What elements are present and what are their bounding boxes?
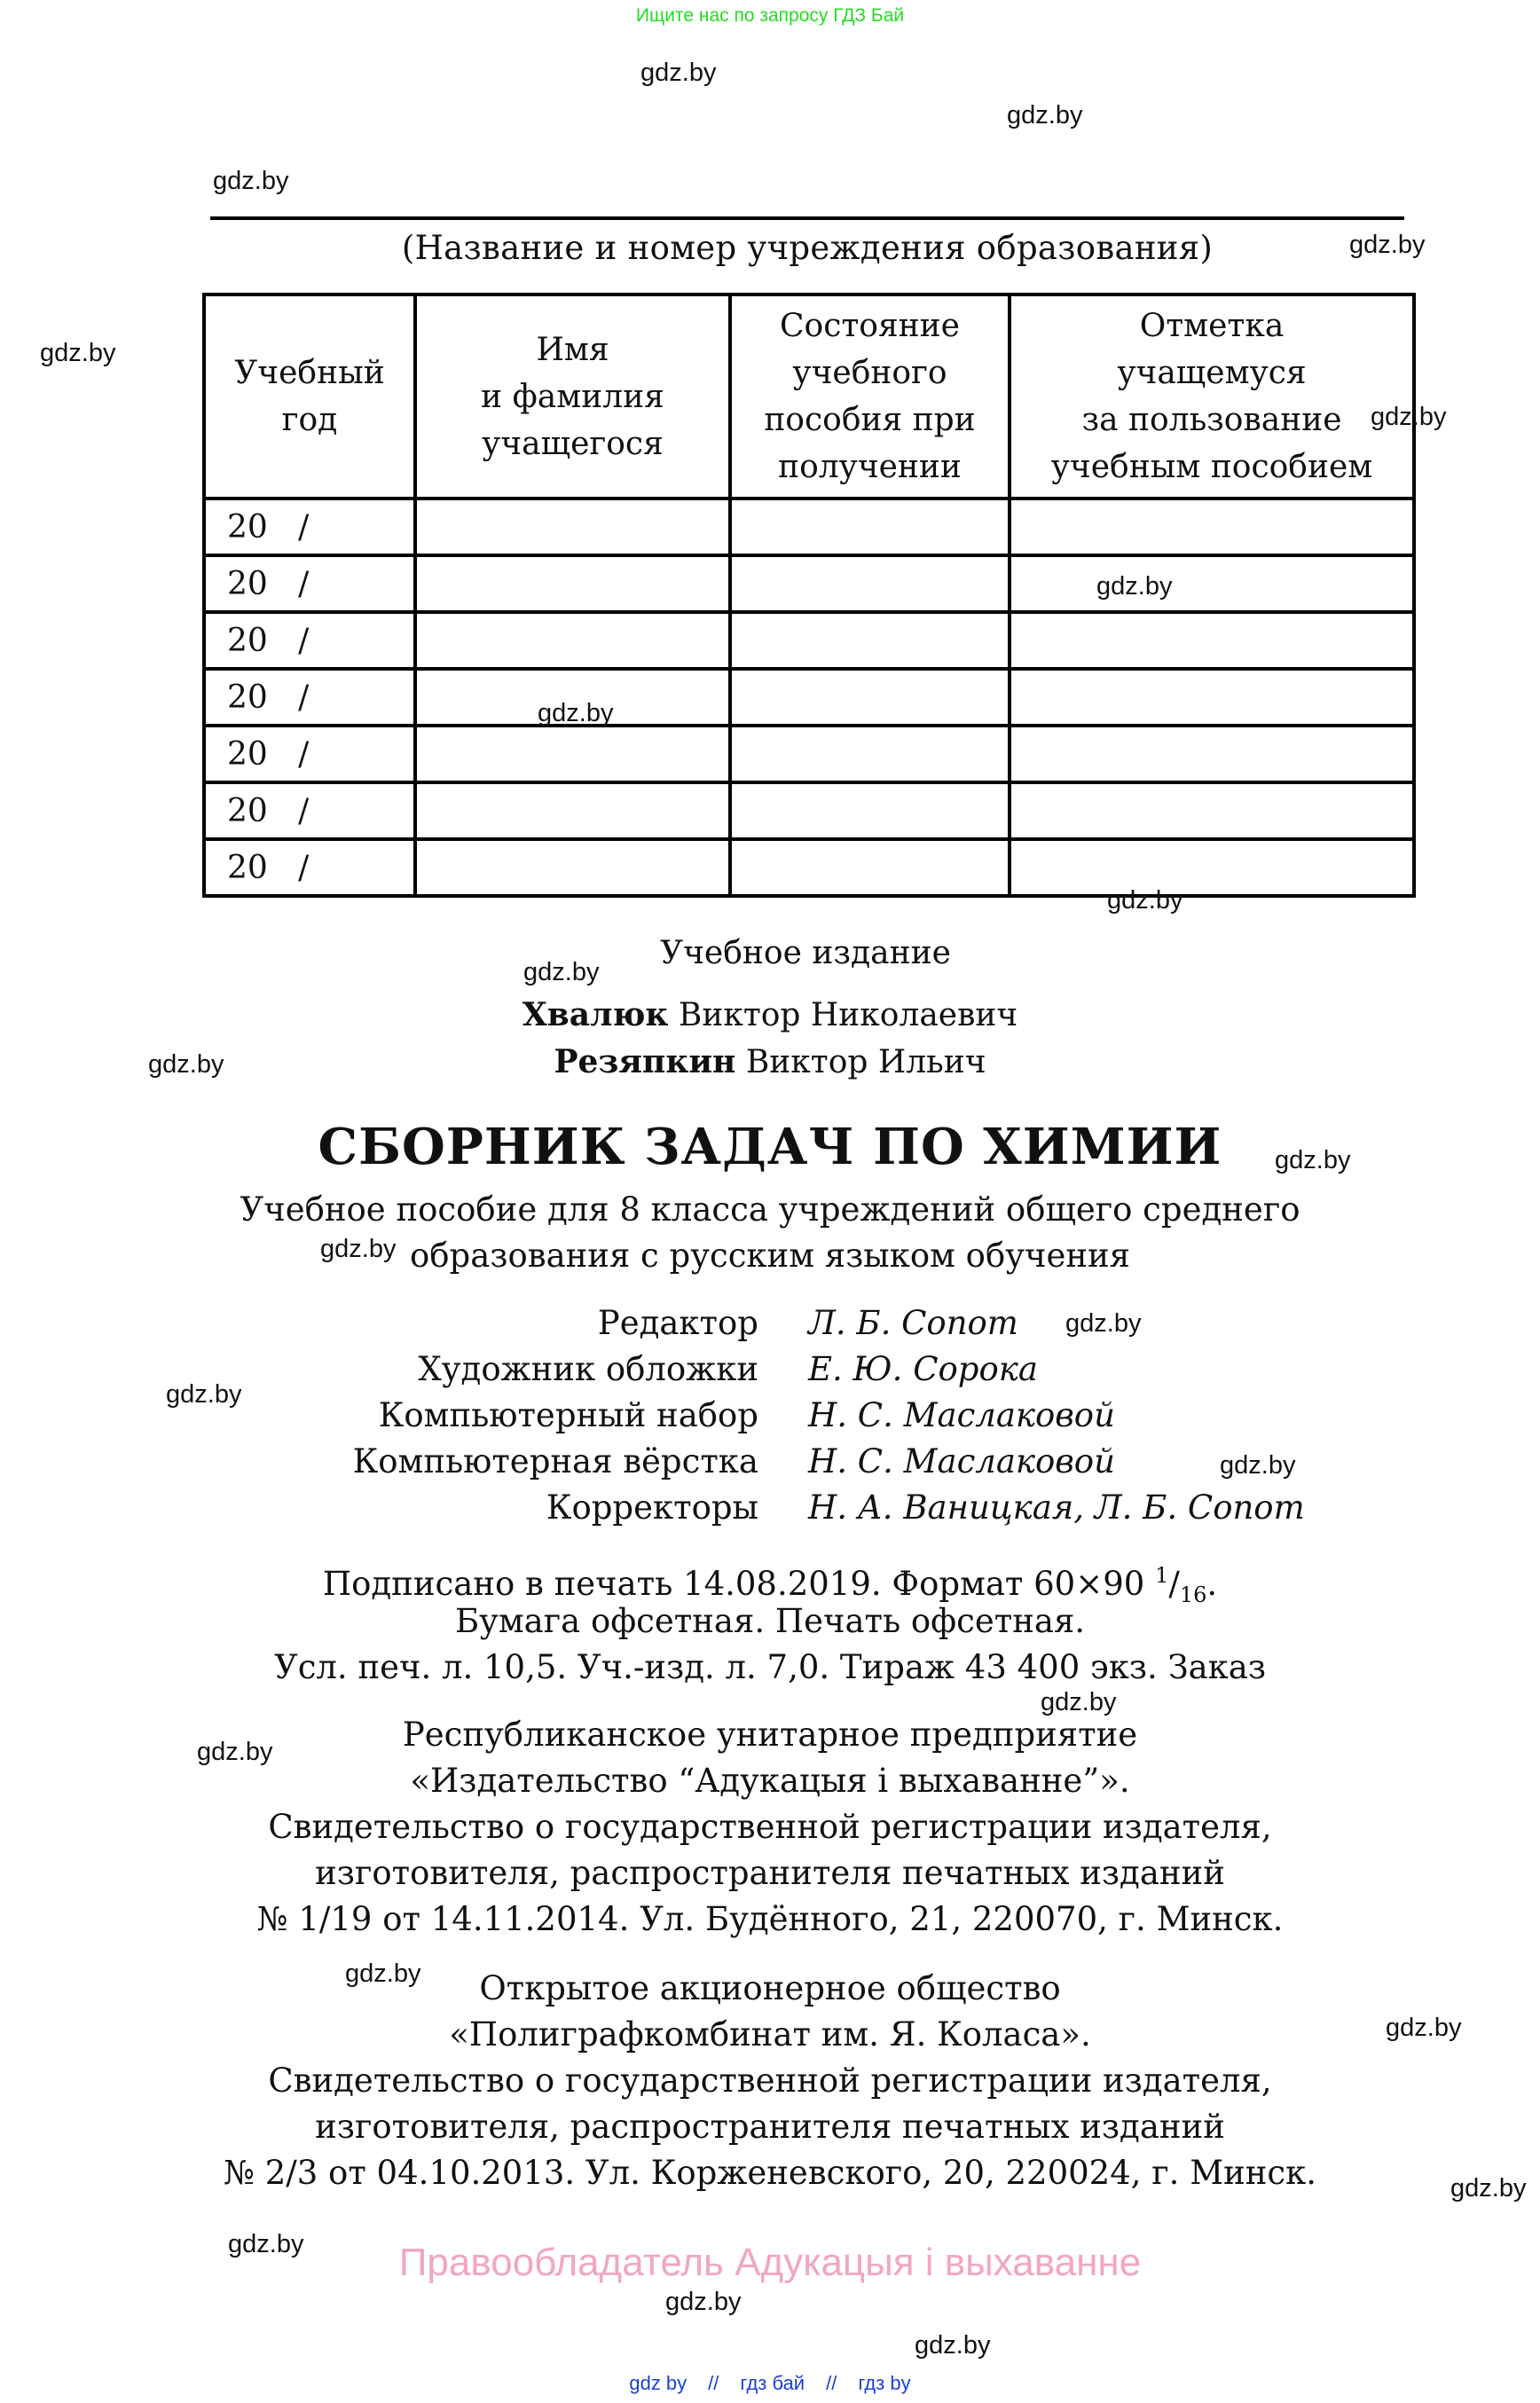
- student-name-cell: [415, 555, 730, 612]
- student-name-cell: [415, 726, 730, 782]
- watermark: gdz.by: [523, 958, 600, 986]
- table-row: [204, 669, 1414, 726]
- textbook-usage-table: [202, 293, 1416, 898]
- table-row: [204, 782, 1414, 839]
- table-row: [204, 612, 1414, 669]
- mark-cell: [1010, 782, 1414, 839]
- printer-line-4: изготовителя, распространителя печатных изданий: [315, 2108, 1225, 2146]
- watermark: gdz.by: [538, 699, 614, 727]
- printer-line-5: № 2/3 от 04.10.2013. Ул. Корженевского, 20, 220024, г. Минск.: [223, 2154, 1317, 2192]
- school-year-cell: 20 /: [204, 499, 415, 555]
- author-2: [0, 1043, 1540, 1080]
- watermark: gdz.by: [166, 1380, 242, 1409]
- watermark: gdz.by: [640, 59, 717, 87]
- publisher-line-1: Республиканское унитарное предприятие: [402, 1716, 1138, 1754]
- author-1: [0, 996, 1540, 1033]
- watermark: gdz.by: [915, 2331, 991, 2360]
- paper-info: Бумага офсетная. Печать офсетная.: [454, 1602, 1086, 1640]
- publisher-line-3: Свидетельство о государственной регистрации издателя,: [268, 1808, 1272, 1846]
- subtitle-line-2: образования с русским языком обучения: [409, 1237, 1131, 1275]
- watermark: gdz.by: [228, 2230, 304, 2258]
- publisher-line-2: «Издательство “Адукацыя і выхаванне”».: [410, 1762, 1130, 1800]
- signed-for-print: Подписано в печать 14.08.2019. Формат 60×90 $^1/_{16}$.: [322, 1563, 1218, 1607]
- table-row: [204, 555, 1414, 612]
- school-year-cell: 20 /: [204, 726, 415, 782]
- header-school-year: Учебный год: [204, 294, 415, 499]
- watermark: gdz.by: [320, 1235, 397, 1263]
- watermark: gdz.by: [1220, 1451, 1296, 1480]
- publisher-line-5: № 1/19 от 14.11.2014. Ул. Будённого, 21, 220070, г. Минск.: [256, 1900, 1284, 1938]
- watermark: gdz.by: [665, 2288, 742, 2316]
- institution-name-line: [210, 216, 1404, 220]
- student-name-cell: [415, 839, 730, 896]
- mark-cell: [1010, 499, 1414, 555]
- watermark: gdz.by: [197, 1738, 273, 1766]
- mark-cell: [1010, 612, 1414, 669]
- publisher-line-4: изготовителя, распространителя печатных изданий: [315, 1854, 1225, 1892]
- condition-cell: [730, 612, 1010, 669]
- institution-caption: (Название и номер учреждения образования): [401, 229, 1214, 267]
- watermark: gdz.by: [213, 167, 289, 195]
- school-year-cell: 20 /: [204, 782, 415, 839]
- footer-separator: //: [708, 2372, 719, 2394]
- author-2-given: Виктор Ильич: [735, 1044, 986, 1080]
- watermark: gdz.by: [1096, 572, 1173, 601]
- author-1-surname: Хвалюк: [522, 996, 669, 1033]
- watermark: gdz.by: [1065, 1309, 1142, 1338]
- table-row: [204, 726, 1414, 782]
- table-row: [204, 839, 1414, 896]
- student-name-cell: [415, 782, 730, 839]
- footer-separator: //: [826, 2372, 837, 2394]
- watermark: gdz.by: [1450, 2174, 1527, 2203]
- author-1-given: Виктор Николаевич: [668, 997, 1018, 1033]
- edition-type: Учебное издание: [660, 935, 951, 971]
- header-usage-mark: Отметка учащемуся за пользование учебным пособием: [1010, 294, 1414, 499]
- author-2-surname: Резяпкин: [554, 1043, 736, 1080]
- mark-cell: [1010, 726, 1414, 782]
- header-condition-on-receipt: Состояние учебного пособия при получении: [730, 294, 1010, 499]
- student-name-cell: [415, 499, 730, 555]
- watermark: gdz.by: [1107, 886, 1183, 915]
- credit-cover-artist: Художник обложки Е. Ю. Сорока: [418, 1350, 1038, 1388]
- watermark: gdz.by: [345, 1959, 421, 1988]
- mark-cell: [1010, 669, 1414, 726]
- printer-line-1: Открытое акционерное общество: [479, 1969, 1061, 2007]
- watermark: gdz.by: [1386, 2014, 1462, 2042]
- watermark: gdz.by: [40, 339, 116, 367]
- footer-link-gdz-by-cyr[interactable]: гдз by: [858, 2372, 911, 2394]
- footer-link-gdz-bai[interactable]: гдз бай: [740, 2372, 805, 2394]
- watermark: gdz.by: [1275, 1146, 1351, 1174]
- student-name-cell: [415, 612, 730, 669]
- school-year-cell: 20 /: [204, 612, 415, 669]
- printer-line-2: «Полиграфкомбинат им. Я. Коласа».: [449, 2015, 1091, 2054]
- table-header-row: [204, 294, 1414, 499]
- mark-cell: [1010, 555, 1414, 612]
- credits-list: [266, 1300, 1419, 1531]
- condition-cell: [730, 669, 1010, 726]
- credit-proofreaders: Корректоры Н. А. Ваницкая, Л. Б. Сопот: [546, 1488, 1305, 1527]
- school-year-cell: 20 /: [204, 839, 415, 896]
- credit-typesetting: Компьютерный набор Н. С. Маслаковой: [378, 1396, 1115, 1434]
- footer-links: [0, 2372, 1540, 2395]
- volume-info: Усл. печ. л. 10,5. Уч.-изд. л. 7,0. Тираж 43 400 экз. Заказ: [273, 1648, 1267, 1686]
- condition-cell: [730, 499, 1010, 555]
- watermark: gdz.by: [1007, 101, 1083, 130]
- credit-layout: Компьютерная вёрстка Н. С. Маслаковой: [352, 1442, 1115, 1480]
- subtitle-line-1: Учебное пособие для 8 класса учреждений общего среднего: [240, 1190, 1300, 1229]
- condition-cell: [730, 839, 1010, 896]
- school-year-cell: 20 /: [204, 669, 415, 726]
- watermark: gdz.by: [1371, 403, 1447, 431]
- rights-holder-notice: Правообладатель Адукацыя і выхаванне: [398, 2241, 1142, 2284]
- watermark: gdz.by: [1041, 1688, 1117, 1716]
- condition-cell: [730, 782, 1010, 839]
- header-student-name: Имя и фамилия учащегося: [415, 294, 730, 499]
- mark-cell: [1010, 839, 1414, 896]
- book-title: СБОРНИК ЗАДАЧ ПО ХИМИИ: [318, 1118, 1222, 1176]
- printer-line-3: Свидетельство о государственной регистрации издателя,: [268, 2061, 1272, 2100]
- condition-cell: [730, 555, 1010, 612]
- credit-editor: Редактор Л. Б. Сопот: [597, 1304, 1018, 1342]
- watermark: gdz.by: [148, 1050, 224, 1079]
- watermark: gdz.by: [1349, 231, 1426, 259]
- school-year-cell: 20 /: [204, 555, 415, 612]
- search-hint-banner: Ищите нас по запросу ГДЗ Бай: [635, 5, 905, 26]
- footer-link-gdz-by[interactable]: gdz by: [629, 2372, 688, 2394]
- table-row: [204, 499, 1414, 555]
- condition-cell: [730, 726, 1010, 782]
